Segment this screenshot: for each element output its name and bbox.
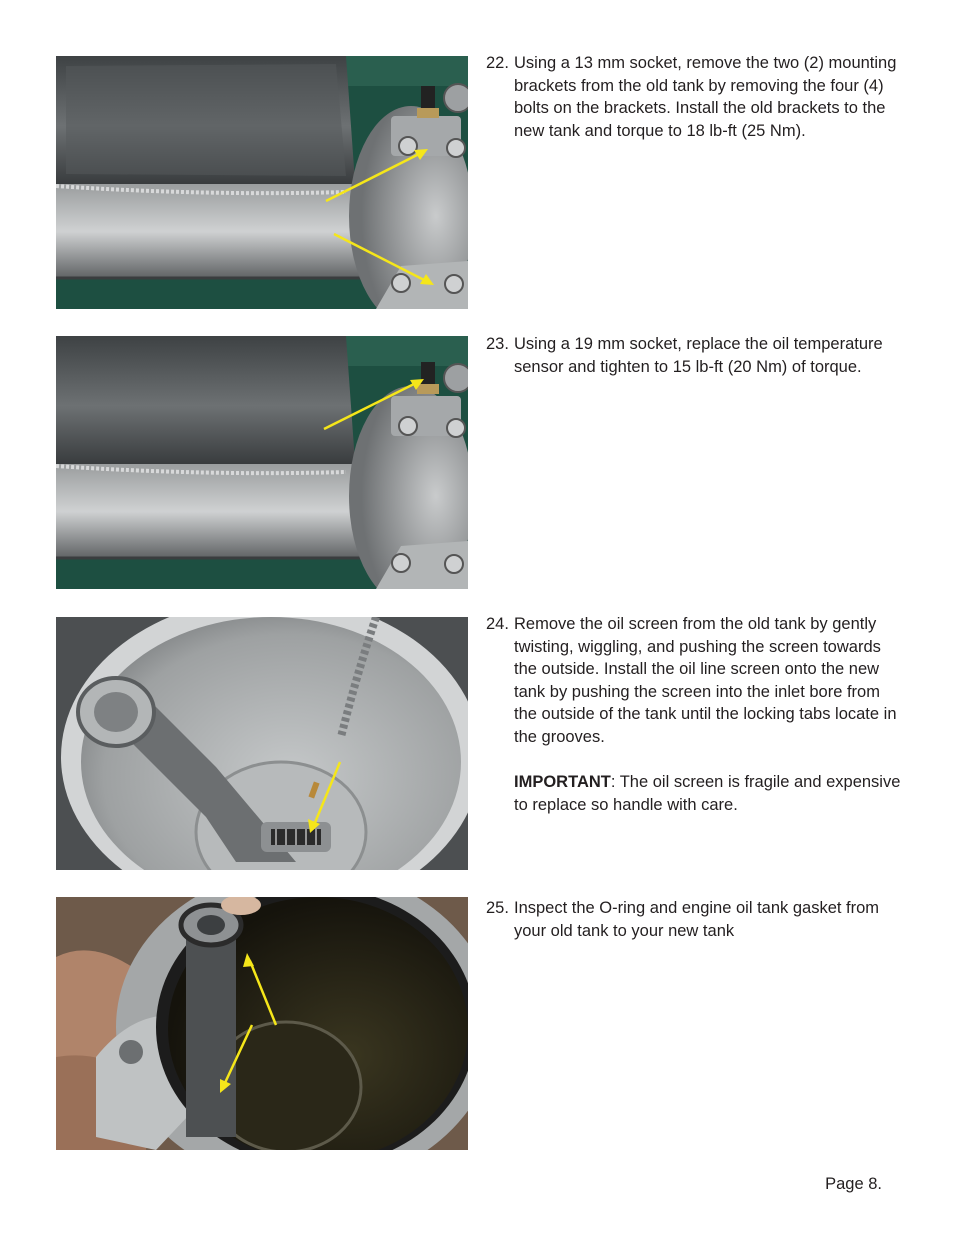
important-note [514,771,906,816]
step-24 [486,613,906,816]
important-label: IMPORTANT [514,773,611,792]
step-number: 23. [486,335,509,353]
photo-oil-screen [56,617,468,870]
step-22 [486,52,906,142]
step-number: 24. [486,615,509,633]
photo-mounting-brackets [56,56,468,309]
step-23 [486,333,906,378]
step-text: Using a 13 mm socket, remove the two (2) mounting brackets from the old tank by removing the four (4) bolts on the brackets. Install the old brackets to the new tank and torque to 18 lb-ft (25 Nm). [514,54,897,140]
page-number: Page 8. [825,1175,882,1193]
step-number: 22. [486,54,509,72]
step-text: Remove the oil screen from the old tank by gently twisting, wiggling, and pushing the screen towards the outside. Install the oil line screen onto the new tank by pushing the screen into the inlet bore from the outside of the tank until the locking tabs locate in the grooves. [514,615,897,746]
photo-temperature-sensor [56,336,468,589]
photo-oring-gasket [56,897,468,1150]
step-25 [486,897,906,942]
important-text: : The oil screen is fragile and expensive to replace so handle with care. [514,773,901,814]
step-text: Inspect the O-ring and engine oil tank gasket from your old tank to your new tank [514,899,880,940]
step-number: 25. [486,899,509,917]
step-text: Using a 19 mm socket, replace the oil temperature sensor and tighten to 15 lb-ft (20 Nm) of torque. [514,335,883,376]
